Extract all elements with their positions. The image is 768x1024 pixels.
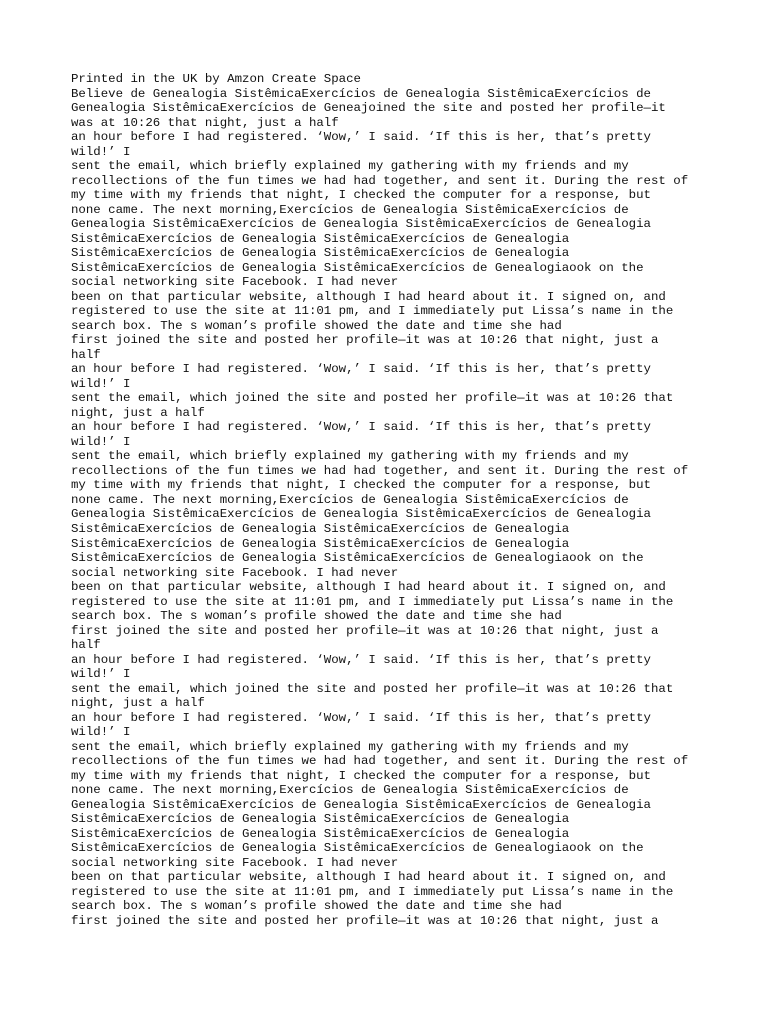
text-line: an hour before I had registered. ‘Wow,’ I said. ‘If this is her, that’s pretty — [71, 652, 651, 667]
text-line: first joined the site and posted her profile—it was at 10:26 that night, just a — [71, 333, 659, 348]
text-line: recollections of the fun times we had had together, and sent it. During the rest of — [71, 754, 689, 769]
text-line: social networking site Facebook. I had never — [71, 565, 399, 580]
text-line: sent the email, which briefly explained my gathering with my friends and my — [71, 449, 629, 464]
text-line: SistêmicaExercícios de Genealogia SistêmicaExercícios de Genealogia — [71, 231, 570, 246]
text-line: been on that particular website, although I had heard about it. I signed on, and — [71, 289, 666, 304]
text-line: registered to use the site at 11:01 pm, and I immediately put Lissa’s name in the — [71, 594, 674, 609]
text-line: Genealogia SistêmicaExercícios de Geneajoined the site and posted her profile—it — [71, 101, 666, 116]
text-line: my time with my friends that night, I checked the computer for a response, but — [71, 478, 651, 493]
text-line: wild!’ I — [71, 725, 131, 740]
text-line: sent the email, which joined the site and posted her profile—it was at 10:26 that — [71, 681, 674, 696]
text-line: an hour before I had registered. ‘Wow,’ I said. ‘If this is her, that’s pretty — [71, 362, 651, 377]
text-line: none came. The next morning,Exercícios de Genealogia SistêmicaExercícios de — [71, 202, 629, 217]
text-line: registered to use the site at 11:01 pm, and I immediately put Lissa’s name in the — [71, 304, 674, 319]
text-line: recollections of the fun times we had had together, and sent it. During the rest of — [71, 173, 689, 188]
text-line: social networking site Facebook. I had never — [71, 855, 399, 870]
text-line: sent the email, which joined the site and posted her profile—it was at 10:26 that — [71, 391, 674, 406]
document-page — [71, 72, 761, 928]
text-line: Genealogia SistêmicaExercícios de Genealogia SistêmicaExercícios de Genealogia — [71, 797, 651, 812]
text-line: search box. The s woman’s profile showed the date and time she had — [71, 609, 562, 624]
text-line: Printed in the UK by Amzon Create Space — [71, 72, 361, 86]
text-line: registered to use the site at 11:01 pm, and I immediately put Lissa’s name in the — [71, 884, 674, 899]
text-line: none came. The next morning,Exercícios de Genealogia SistêmicaExercícios de — [71, 492, 629, 507]
text-line: an hour before I had registered. ‘Wow,’ I said. ‘If this is her, that’s pretty — [71, 130, 651, 145]
text-line: Genealogia SistêmicaExercícios de Genealogia SistêmicaExercícios de Genealogia — [71, 217, 651, 232]
text-line: my time with my friends that night, I checked the computer for a response, but — [71, 768, 651, 783]
text-line: wild!’ I — [71, 144, 131, 159]
text-line: SistêmicaExercícios de Genealogia SistêmicaExercícios de Genealogia — [71, 812, 570, 827]
text-line: social networking site Facebook. I had never — [71, 275, 399, 290]
text-line: half — [71, 638, 101, 653]
text-line: SistêmicaExercícios de Genealogia SistêmicaExercícios de Genealogia — [71, 826, 570, 841]
text-line: night, just a half — [71, 405, 205, 420]
text-line: sent the email, which briefly explained my gathering with my friends and my — [71, 159, 629, 174]
text-line: Genealogia SistêmicaExercícios de Genealogia SistêmicaExercícios de Genealogia — [71, 507, 651, 522]
text-line: first joined the site and posted her profile—it was at 10:26 that night, just a — [71, 913, 659, 928]
text-line: half — [71, 347, 101, 362]
text-line: search box. The s woman’s profile showed the date and time she had — [71, 318, 562, 333]
text-line: SistêmicaExercícios de Genealogia SistêmicaExercícios de Genealogia — [71, 536, 570, 551]
text-line: my time with my friends that night, I checked the computer for a response, but — [71, 188, 651, 203]
text-line: was at 10:26 that night, just a half — [71, 115, 339, 130]
text-line: sent the email, which briefly explained my gathering with my friends and my — [71, 739, 629, 754]
text-line: Believe de Genealogia SistêmicaExercícios de Genealogia SistêmicaExercícios de — [71, 86, 651, 101]
text-line: been on that particular website, although I had heard about it. I signed on, and — [71, 580, 666, 595]
text-line: none came. The next morning,Exercícios de Genealogia SistêmicaExercícios de — [71, 783, 629, 798]
text-line: an hour before I had registered. ‘Wow,’ I said. ‘If this is her, that’s pretty — [71, 710, 651, 725]
text-line: wild!’ I — [71, 434, 131, 449]
text-line: night, just a half — [71, 696, 205, 711]
text-line: wild!’ I — [71, 376, 131, 391]
text-line: an hour before I had registered. ‘Wow,’ I said. ‘If this is her, that’s pretty — [71, 420, 651, 435]
text-line: recollections of the fun times we had had together, and sent it. During the rest of — [71, 463, 689, 478]
text-line: first joined the site and posted her profile—it was at 10:26 that night, just a — [71, 623, 659, 638]
text-line: wild!’ I — [71, 667, 131, 682]
text-line: search box. The s woman’s profile showed the date and time she had — [71, 899, 562, 914]
text-line: been on that particular website, although I had heard about it. I signed on, and — [71, 870, 666, 885]
text-line: SistêmicaExercícios de Genealogia SistêmicaExercícios de Genealogiaook on the — [71, 841, 644, 856]
text-line: SistêmicaExercícios de Genealogia SistêmicaExercícios de Genealogiaook on the — [71, 551, 644, 566]
text-line: SistêmicaExercícios de Genealogia SistêmicaExercícios de Genealogia — [71, 521, 570, 536]
text-line: SistêmicaExercícios de Genealogia SistêmicaExercícios de Genealogia — [71, 246, 570, 261]
text-line: SistêmicaExercícios de Genealogia SistêmicaExercícios de Genealogiaook on the — [71, 260, 644, 275]
